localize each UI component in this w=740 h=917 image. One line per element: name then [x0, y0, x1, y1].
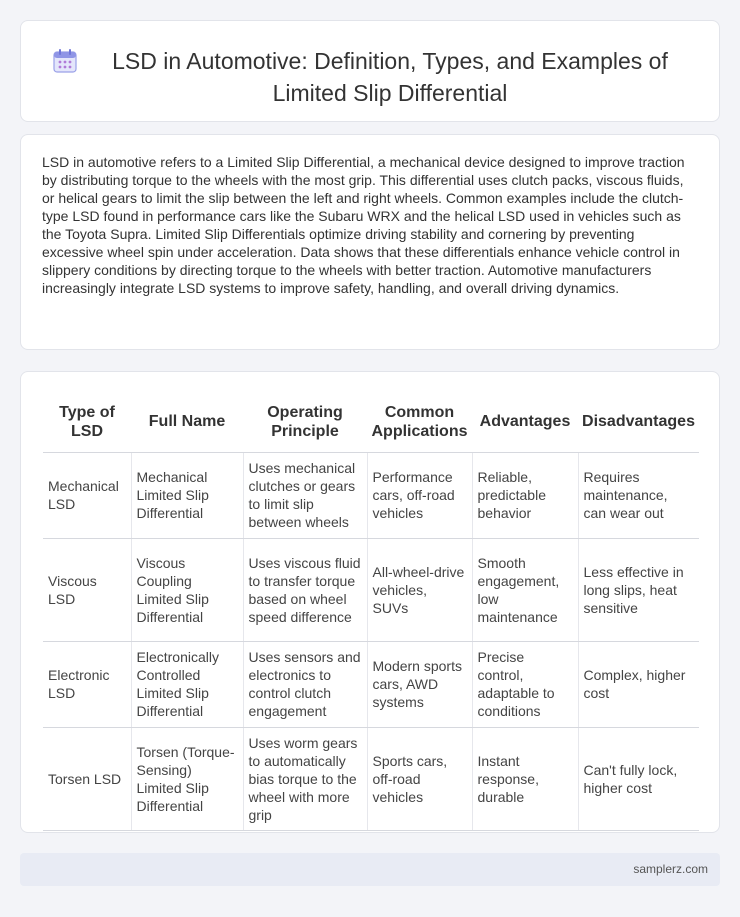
header-common-applications: Common Applications	[367, 392, 472, 452]
cell-common-applications: Modern sports cars, AWD systems	[367, 641, 472, 727]
header-advantages: Advantages	[472, 392, 578, 452]
cell-type: Electronic LSD	[43, 641, 131, 727]
table-header-row	[43, 392, 699, 452]
footer	[20, 853, 720, 886]
lsd-table	[43, 392, 699, 831]
cell-common-applications: Performance cars, off-road vehicles	[367, 452, 472, 538]
cell-operating-principle: Uses worm gears to automatically bias torque to the wheel with more grip	[243, 727, 367, 830]
table-row	[43, 538, 699, 641]
table-row	[43, 641, 699, 727]
header-full-name: Full Name	[131, 392, 243, 452]
table-row	[43, 452, 699, 538]
cell-full-name: Electronically Controlled Limited Slip Differential	[131, 641, 243, 727]
cell-full-name: Mechanical Limited Slip Differential	[131, 452, 243, 538]
table-row	[43, 727, 699, 830]
cell-common-applications: All-wheel-drive vehicles, SUVs	[367, 538, 472, 641]
cell-advantages: Smooth engagement, low maintenance	[472, 538, 578, 641]
cell-advantages: Reliable, predictable behavior	[472, 452, 578, 538]
title-card	[20, 20, 720, 122]
header-operating-principle: Operating Principle	[243, 392, 367, 452]
cell-type: Viscous LSD	[43, 538, 131, 641]
footer-site-link[interactable]: samplerz.com	[633, 862, 708, 876]
description-card	[20, 134, 720, 350]
calendar-icon	[51, 47, 79, 75]
cell-disadvantages: Less effective in long slips, heat sensitive	[578, 538, 699, 641]
cell-common-applications: Sports cars, off-road vehicles	[367, 727, 472, 830]
cell-advantages: Instant response, durable	[472, 727, 578, 830]
description-text: LSD in automotive refers to a Limited Slip Differential, a mechanical device designed to improve traction by distributing torque to the wheels with the most grip. This differential uses clutch packs, viscous fluids, or helical gears to limit the slip between the left and right wheels. Common examples include the clutch-type LSD found in performance cars like the Subaru WRX and the helical LSD used in vehicles such as the Toyota Supra. Limited Slip Differentials optimize driving stability and cornering by preventing excessive wheel spin under acceleration. Data shows that these differentials enhance vehicle control in slippery conditions by directing torque to the wheels with better traction. Automotive manufacturers increasingly integrate LSD systems to improve safety, handling, and overall driving dynamics.	[42, 154, 685, 296]
table-card	[20, 371, 720, 833]
cell-disadvantages: Requires maintenance, can wear out	[578, 452, 699, 538]
cell-operating-principle: Uses viscous fluid to transfer torque based on wheel speed difference	[243, 538, 367, 641]
cell-operating-principle: Uses mechanical clutches or gears to limit slip between wheels	[243, 452, 367, 538]
cell-advantages: Precise control, adaptable to conditions	[472, 641, 578, 727]
cell-disadvantages: Complex, higher cost	[578, 641, 699, 727]
cell-type: Mechanical LSD	[43, 452, 131, 538]
header-type: Type of LSD	[43, 392, 131, 452]
cell-disadvantages: Can't fully lock, higher cost	[578, 727, 699, 830]
cell-operating-principle: Uses sensors and electronics to control clutch engagement	[243, 641, 367, 727]
header-disadvantages: Disadvantages	[578, 392, 699, 452]
cell-full-name: Torsen (Torque-Sensing) Limited Slip Differential	[131, 727, 243, 830]
cell-type: Torsen LSD	[43, 727, 131, 830]
page-title: LSD in Automotive: Definition, Types, and Examples of Limited Slip Differential	[112, 48, 668, 106]
cell-full-name: Viscous Coupling Limited Slip Differential	[131, 538, 243, 641]
